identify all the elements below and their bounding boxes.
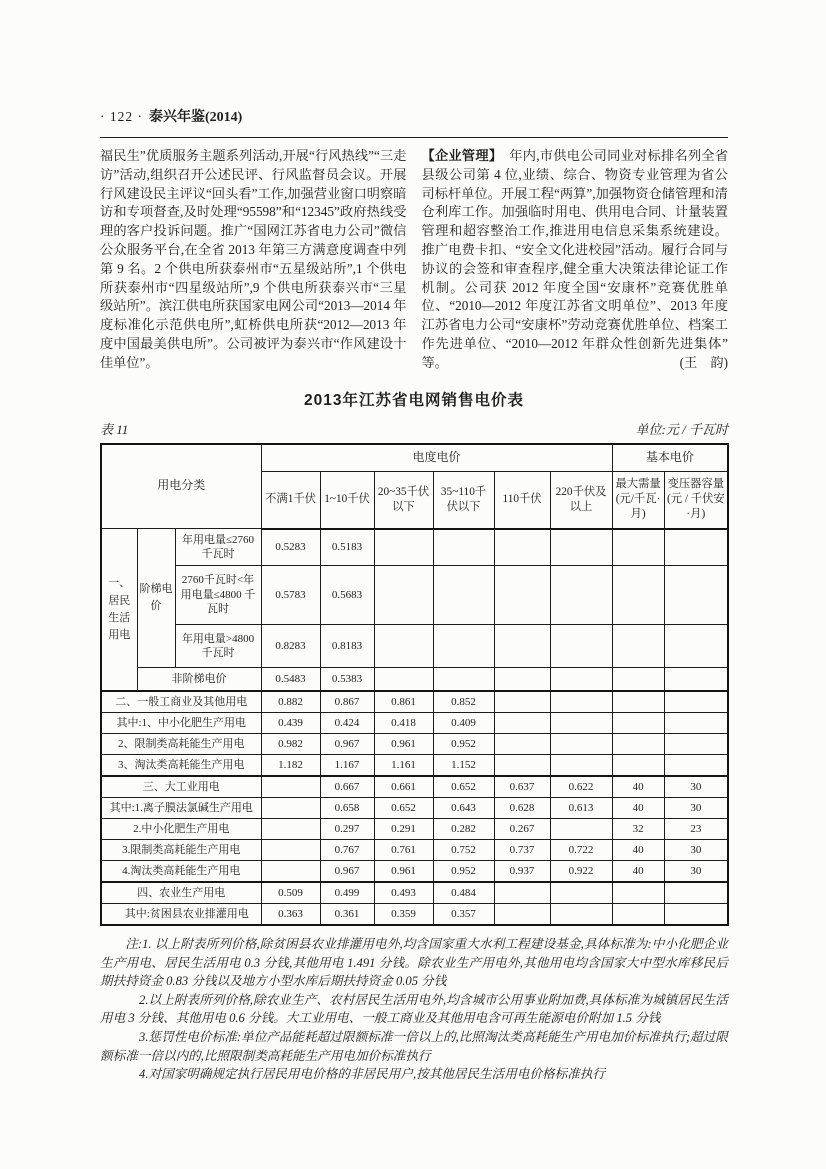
price-cell: 0.267: [494, 819, 550, 840]
price-cell: [664, 904, 728, 926]
book-title: 泰兴年鉴(2014): [149, 110, 243, 125]
note-4: 4.对国家明确规定执行居民用电价格的非居民用户,按其他居民生活用电价格标准执行: [139, 1067, 606, 1082]
price-cell: 30: [664, 776, 728, 798]
price-cell: 1.167: [320, 755, 374, 777]
entry-author: (王 韵): [679, 354, 728, 370]
article-columns: [100, 147, 728, 373]
price-cell: [550, 668, 612, 692]
price-cell: 0.8283: [261, 625, 320, 668]
price-cell: 0.967: [320, 734, 374, 755]
row-label: 3.限制类高耗能生产用电: [101, 840, 261, 861]
price-cell: [612, 882, 664, 904]
price-cell: 0.882: [261, 691, 320, 713]
page-number: · 122 ·: [100, 109, 143, 124]
price-cell: [550, 529, 612, 566]
price-cell: 0.5683: [320, 566, 374, 625]
price-cell: [494, 904, 550, 926]
price-cell: 0.852: [433, 691, 494, 713]
price-cell: 0.439: [261, 713, 320, 734]
price-cell: [261, 819, 320, 840]
price-cell: 0.5283: [261, 529, 320, 566]
table-row: [101, 566, 728, 625]
article-right-column: [422, 147, 729, 373]
price-cell: 0.737: [494, 840, 550, 861]
table-row: [101, 882, 728, 904]
price-cell: [664, 734, 728, 755]
price-cell: 0.752: [433, 840, 494, 861]
table-row: [101, 819, 728, 840]
price-cell: 30: [664, 861, 728, 883]
price-cell: 0.493: [374, 882, 433, 904]
price-cell: 0.761: [374, 840, 433, 861]
price-cell: 0.361: [320, 904, 374, 926]
price-cell: [612, 691, 664, 713]
row-label: 4.淘汰类高耗能生产用电: [101, 861, 261, 883]
header-voltage-5: 220千伏及以上: [550, 471, 612, 529]
price-cell: 1.152: [433, 755, 494, 777]
price-cell: [664, 713, 728, 734]
price-cell: [550, 882, 612, 904]
row-label: 二、一般工商业及其他用电: [101, 691, 261, 713]
table-row: [101, 713, 728, 734]
price-cell: 0.5783: [261, 566, 320, 625]
price-cell: [550, 566, 612, 625]
price-cell: 0.643: [433, 798, 494, 819]
row-label: 四、农业生产用电: [101, 882, 261, 904]
price-cell: 40: [612, 840, 664, 861]
price-cell: 0.484: [433, 882, 494, 904]
price-cell: [550, 755, 612, 777]
price-cell: [612, 625, 664, 668]
header-voltage-2: 20~35千伏以下: [374, 471, 433, 529]
price-cell: 30: [664, 798, 728, 819]
price-cell: 0.357: [433, 904, 494, 926]
price-cell: [494, 566, 550, 625]
price-cell: [550, 904, 612, 926]
price-cell: [494, 755, 550, 777]
price-cell: [374, 566, 433, 625]
price-cell: 0.622: [550, 776, 612, 798]
price-cell: 40: [612, 798, 664, 819]
price-cell: [261, 840, 320, 861]
table-row: [101, 625, 728, 668]
price-cell: [494, 713, 550, 734]
table-row: [101, 755, 728, 777]
table-row: [101, 776, 728, 798]
price-cell: 0.722: [550, 840, 612, 861]
note-3: 3.惩罚性电价标准:单位产品能耗超过限额标准一倍以上的,比照淘汰类高耗能生产用电加价标准执行;超过限额标准一倍以内的,比照限制类高耗能生产用电加价标准执行: [100, 1030, 728, 1063]
entry-body: 年内,市供电公司同业对标排名列全省县级公司第 4 位,业绩、综合、物资专业管理为省公司标杆单位。开展工程“两算”,加强物资仓储管理和清仓利库工作。加强临时用电、供用电合同、计量装置管理和超容整治工作,推进用电信息采集系统建设。推广电费卡扣、“安全文化进校园”活动。履行合同与协议的会签和审查程序,健全重大决策法律论证工作机制。公司获 2012 年度全国“安康杯”竞赛优胜单位、“2010—2012 年度江苏省文明单位”、2013 年度江苏省电力公司“安康杯”劳动竞赛优胜单位、档案工作先进单位、“2010—2012 年群众性创新先进集体”等。: [421, 148, 729, 370]
resident-group-label: 一、居民生活用电: [101, 529, 137, 692]
table-caption-row: [100, 419, 728, 438]
table-row: [101, 668, 728, 692]
price-cell: [664, 668, 728, 692]
row-label: 其中:1.离子膜法氯碱生产用电: [101, 798, 261, 819]
price-cell: 0.8183: [320, 625, 374, 668]
price-cell: 32: [612, 819, 664, 840]
row-label: 其中:1、中小化肥生产用电: [101, 713, 261, 734]
price-cell: [374, 625, 433, 668]
price-cell: 0.961: [374, 861, 433, 883]
table-title: 2013年江苏省电网销售电价表: [304, 391, 524, 409]
table-row: [101, 798, 728, 819]
price-cell: [664, 529, 728, 566]
price-cell: [612, 566, 664, 625]
price-cell: 0.652: [433, 776, 494, 798]
price-cell: 1.182: [261, 755, 320, 777]
price-cell: 30: [664, 840, 728, 861]
price-cell: 0.982: [261, 734, 320, 755]
price-cell: [261, 798, 320, 819]
row-label: 3、淘汰类高耗能生产用电: [101, 755, 261, 777]
running-head: [100, 106, 728, 138]
row-label: 2、限制类高耗能生产用电: [101, 734, 261, 755]
right-column-text: [422, 147, 729, 373]
table-row: [101, 904, 728, 926]
price-cell: 0.637: [494, 776, 550, 798]
price-cell: [433, 566, 494, 625]
tier-desc: 年用电量≤2760千瓦时: [175, 529, 261, 566]
note-2: 2.以上附表所列价格,除农业生产、农村居民生活用电外,均含城市公用事业附加费,具体标准为城镇居民生活用电 3 分钱、其他用电 0.6 分钱。大工业用电、一般工商业及其他用电含可再生能源电价附加 1.5 分钱: [100, 992, 728, 1026]
price-cell: [550, 734, 612, 755]
price-cell: 40: [612, 776, 664, 798]
header-classification: 用电分类: [101, 444, 261, 529]
price-cell: [494, 625, 550, 668]
price-cell: 40: [612, 861, 664, 883]
price-cell: 0.5183: [320, 529, 374, 566]
price-cell: 0.658: [320, 798, 374, 819]
price-cell: 0.667: [320, 776, 374, 798]
price-cell: [550, 713, 612, 734]
price-cell: [374, 668, 433, 692]
table-row: [101, 840, 728, 861]
price-cell: 23: [664, 819, 728, 840]
price-cell: [433, 668, 494, 692]
price-cell: 0.509: [261, 882, 320, 904]
price-cell: 0.424: [320, 713, 374, 734]
header-voltage-1: 1~10千伏: [320, 471, 374, 529]
price-cell: [494, 882, 550, 904]
row-label: 2.中小化肥生产用电: [101, 819, 261, 840]
price-cell: [494, 691, 550, 713]
price-cell: [261, 776, 320, 798]
price-cell: [550, 819, 612, 840]
price-cell: 0.363: [261, 904, 320, 926]
table-row: [101, 691, 728, 713]
price-cell: 0.861: [374, 691, 433, 713]
price-cell: 0.767: [320, 840, 374, 861]
price-cell: [664, 625, 728, 668]
price-cell: 0.628: [494, 798, 550, 819]
price-cell: 0.952: [433, 861, 494, 883]
header-group-row: [101, 444, 728, 472]
row-label: 其中:贫困县农业排灌用电: [101, 904, 261, 926]
price-cell: [664, 566, 728, 625]
unit-label: 单位:元 / 千瓦时: [635, 421, 728, 437]
note-1: 注:1. 以上附表所列价格,除贫困县农业排灌用电外,均含国家重大水利工程建设基金,具体标准为:中小化肥企业生产用电、居民生活用电 0.3 分钱,其他用电 1.491 分钱。除农业生产用电外,其他用电均含国家大中型水库移民后期扶持资金 0.83 分钱以及地方小型水库后期扶持资金 0.05 分钱: [100, 937, 728, 989]
header-basic-price-group: 基本电价: [612, 444, 728, 472]
table-row: [101, 529, 728, 566]
price-cell: 0.5483: [261, 668, 320, 692]
price-cell: [612, 529, 664, 566]
table-number: 表 11: [100, 421, 129, 437]
price-cell: 0.499: [320, 882, 374, 904]
price-cell: 0.5383: [320, 668, 374, 692]
table-row: [101, 734, 728, 755]
table-notes: [100, 935, 728, 1084]
price-cell: 0.867: [320, 691, 374, 713]
table-row: [101, 861, 728, 883]
price-cell: [550, 691, 612, 713]
header-energy-price-group: 电度电价: [261, 444, 612, 472]
header-basic-1: 变压器容量(元 / 千伏安·月): [664, 471, 728, 529]
price-cell: [612, 713, 664, 734]
price-cell: [261, 861, 320, 883]
price-cell: 0.922: [550, 861, 612, 883]
price-cell: [664, 755, 728, 777]
price-cell: [494, 668, 550, 692]
price-cell: 0.418: [374, 713, 433, 734]
price-cell: 0.613: [550, 798, 612, 819]
price-cell: [612, 904, 664, 926]
price-cell: 0.961: [374, 734, 433, 755]
price-table: [100, 443, 729, 927]
price-cell: [664, 882, 728, 904]
price-cell: [494, 529, 550, 566]
price-cell: 0.967: [320, 861, 374, 883]
article-left-column: [100, 147, 407, 373]
price-cell: [612, 755, 664, 777]
left-column-text: 福民生”优质服务主题系列活动,开展“行风热线”“三走访”活动,组织召开公述民评、行风监督员会议。开展行风建设民主评议“回头看”工作,加强营业窗口明察暗访和专项督查,及时处理“95598”和“12345”政府热线受理的客户投诉问题。推广“国网江苏省电力公司”微信公众服务平台,在全省 2013 年第三方满意度调查中列第 9 名。2 个供电所获泰州市“五星级站所”,1 个供电所获泰州市“四星级站所”,9 个供电所获泰兴市“三星级站所”。滨江供电所获国家电网公司“2013—2014 年度标准化示范供电所”,虹桥供电所获“2012—2013 年度中国最美供电所”。公司被评为泰兴市“作风建设十佳单位”。: [100, 148, 407, 370]
tiered-price-label: 阶梯电价: [137, 529, 175, 668]
price-cell: 0.291: [374, 819, 433, 840]
price-cell: [433, 625, 494, 668]
price-cell: [374, 529, 433, 566]
price-cell: 0.359: [374, 904, 433, 926]
price-cell: [494, 734, 550, 755]
tier-desc: 年用电量>4800千瓦时: [175, 625, 261, 668]
price-cell: [664, 691, 728, 713]
header-voltage-4: 110千伏: [494, 471, 550, 529]
price-cell: 0.661: [374, 776, 433, 798]
price-cell: 0.952: [433, 734, 494, 755]
tier-desc: 2760千瓦时<年用电量≤4800 千瓦时: [175, 566, 261, 625]
header-voltage-3: 35~110千伏以下: [433, 471, 494, 529]
price-cell: [612, 734, 664, 755]
header-voltage-0: 不满1千伏: [261, 471, 320, 529]
price-cell: [550, 625, 612, 668]
entry-tag: 【企业管理】: [421, 148, 503, 163]
header-basic-0: 最大需量(元/千瓦·月): [612, 471, 664, 529]
price-cell: 1.161: [374, 755, 433, 777]
price-cell: [612, 668, 664, 692]
price-cell: [433, 529, 494, 566]
price-cell: 0.282: [433, 819, 494, 840]
price-cell: 0.937: [494, 861, 550, 883]
non-tiered-label: 非阶梯电价: [137, 668, 261, 692]
price-cell: 0.409: [433, 713, 494, 734]
price-cell: 0.652: [374, 798, 433, 819]
row-label: 三、大工业用电: [101, 776, 261, 798]
price-cell: 0.297: [320, 819, 374, 840]
